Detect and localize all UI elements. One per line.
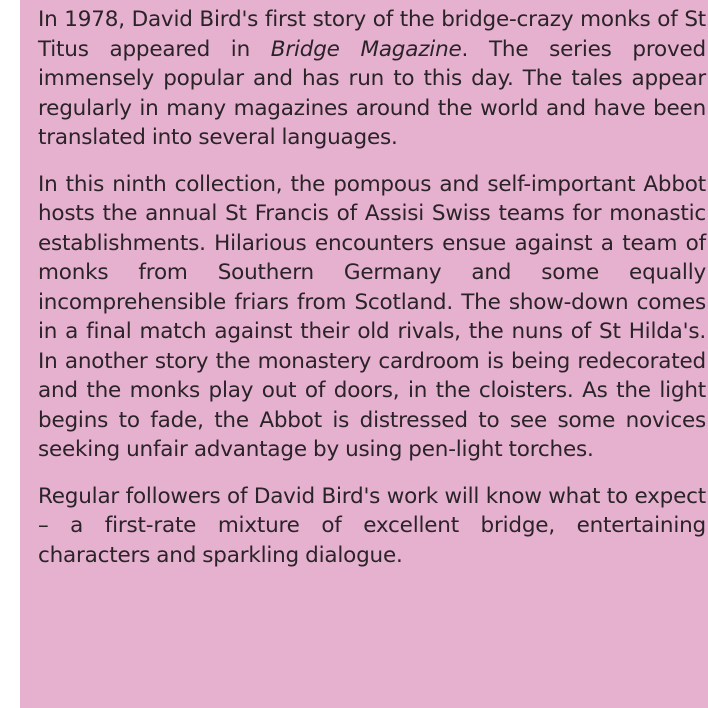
intro-text-before-title: In 1978, David Bird's first story of the bridge-crazy monks of St Titus appeared in bbox=[38, 7, 706, 62]
intro-text-after-title: . The series proved immensely popular and has run to this day. The tales appear regularly in many magazines around the world and have been translated into several languages. bbox=[38, 36, 706, 150]
magazine-title: Bridge Magazine bbox=[270, 36, 462, 62]
blurb-paragraph-collection: In this ninth collection, the pompous and self-important Abbot hosts the annual St Francis of Assisi Swiss teams for monastic establishments. Hilarious encounters ensue against a team of monks from Southern Germany and some equally incomprehensible friars from Scotland. The show-down comes in a final match against their old rivals, the nuns of St Hilda's. In another story the monastery cardroom is being redecorated and the monks play out of doors, in the cloisters. As the light begins to fade, the Abbot is distressed to see some novices seeking unfair advantage by using pen-light torches. bbox=[38, 171, 706, 462]
blurb-paragraph-intro bbox=[38, 5, 706, 153]
back-cover-blurb-panel bbox=[20, 0, 708, 708]
blurb-paragraph-closing: Regular followers of David Bird's work will know what to expect – a first-rate mixture of excellent bridge, entertaining characters and sparkling dialogue. bbox=[38, 483, 706, 568]
